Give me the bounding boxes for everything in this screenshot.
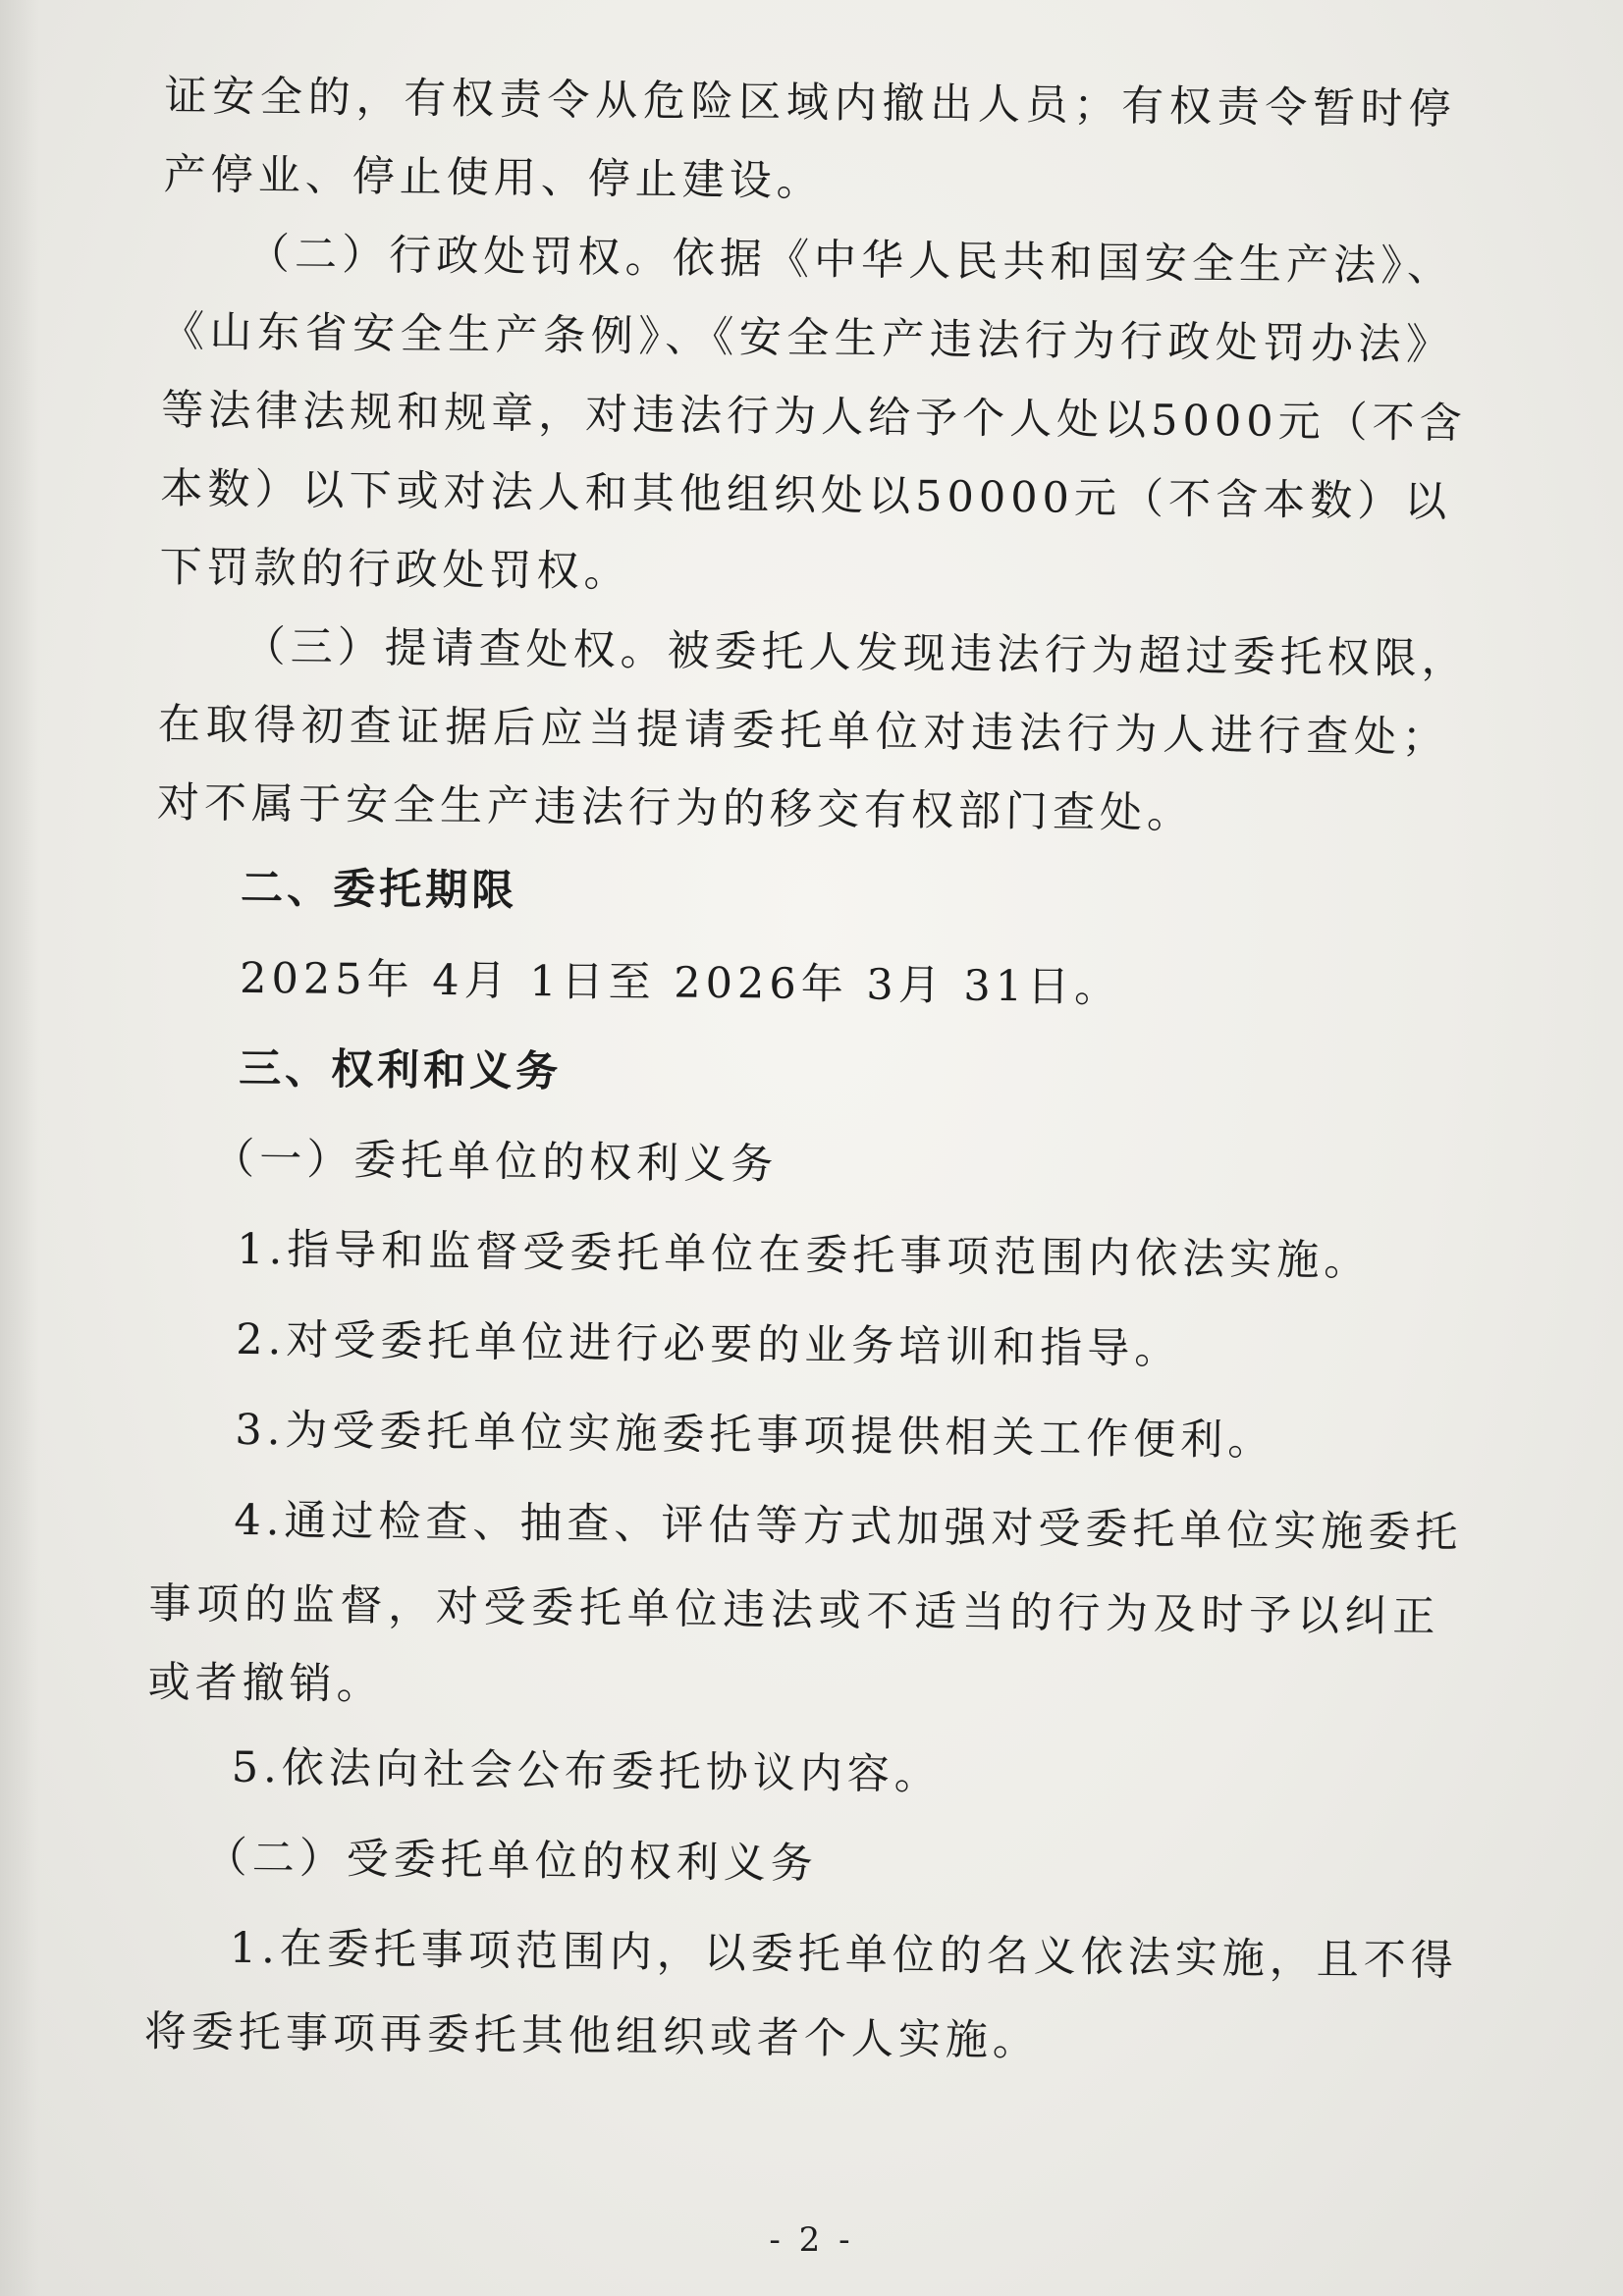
text-line: 将委托事项再委托其他组织或者个人实施。 (143, 2006, 1041, 2066)
list-item: 1.指导和监督受委托单位在委托事项范围内依法实施。 (237, 1224, 1372, 1286)
paragraph-administrative-penalty: （二）行政处罚权。依据《中华人民共和国安全生产法》、 (246, 229, 1455, 292)
paragraph-request-investigation: （三）提请查处权。被委托人发现违法行为超过委托权限， (243, 621, 1469, 684)
text-line: 事项的监督，对受委托单位违法或不适当的行为及时予以纠正 (148, 1578, 1440, 1642)
section-heading-rights-obligations: 三、权利和义务 (238, 1043, 563, 1097)
text-line: 对不属于安全生产违法行为的移交有权部门查处。 (156, 777, 1195, 839)
list-item: 5.依法向社会公布委托协议内容。 (231, 1742, 943, 1800)
text-line: 等法律法规和规章，对违法行为人给予个人处以5000元（不含 (160, 385, 1467, 449)
subheading-entrusting-unit: （一）委托单位的权利义务 (211, 1134, 779, 1190)
list-item: 3.为受委托单位实施委托事项提供相关工作便利。 (235, 1405, 1275, 1466)
text-line: 证安全的，有权责令从危险区域内撤出人员；有权责令暂时停 (164, 71, 1456, 134)
list-item: 2.对受委托单位进行必要的业务培训和指导。 (236, 1314, 1182, 1374)
text-line: 在取得初查证据后应当提请委托单位对违法行为人进行查处； (157, 699, 1450, 763)
text-line: 产停业、停止使用、停止建设。 (163, 149, 824, 207)
list-item: 4.通过检查、抽查、评估等方式加强对受委托单位实施委托 (234, 1495, 1463, 1558)
text-line: 或者撤销。 (147, 1657, 384, 1710)
subheading-entrusted-unit: （二）受委托单位的权利义务 (204, 1833, 819, 1890)
document-body (143, 57, 1469, 2085)
page-number: - 2 - (769, 2220, 854, 2260)
text-line: 下罚款的行政处罚权。 (159, 542, 631, 597)
section-heading-term: 二、委托期限 (240, 863, 518, 916)
list-item: 1.在委托事项范围内，以委托单位的名义依法实施，且不得 (229, 1923, 1459, 1986)
text-line: 《山东省安全生产条例》、《安全生产违法行为行政处罚办法》 (161, 306, 1454, 370)
text-line: 本数）以下或对法人和其他组织处以50000元（不含本数）以 (160, 463, 1452, 527)
term-dates: 2025年 4月 1日至 2026年 3月 31日。 (239, 953, 1122, 1013)
